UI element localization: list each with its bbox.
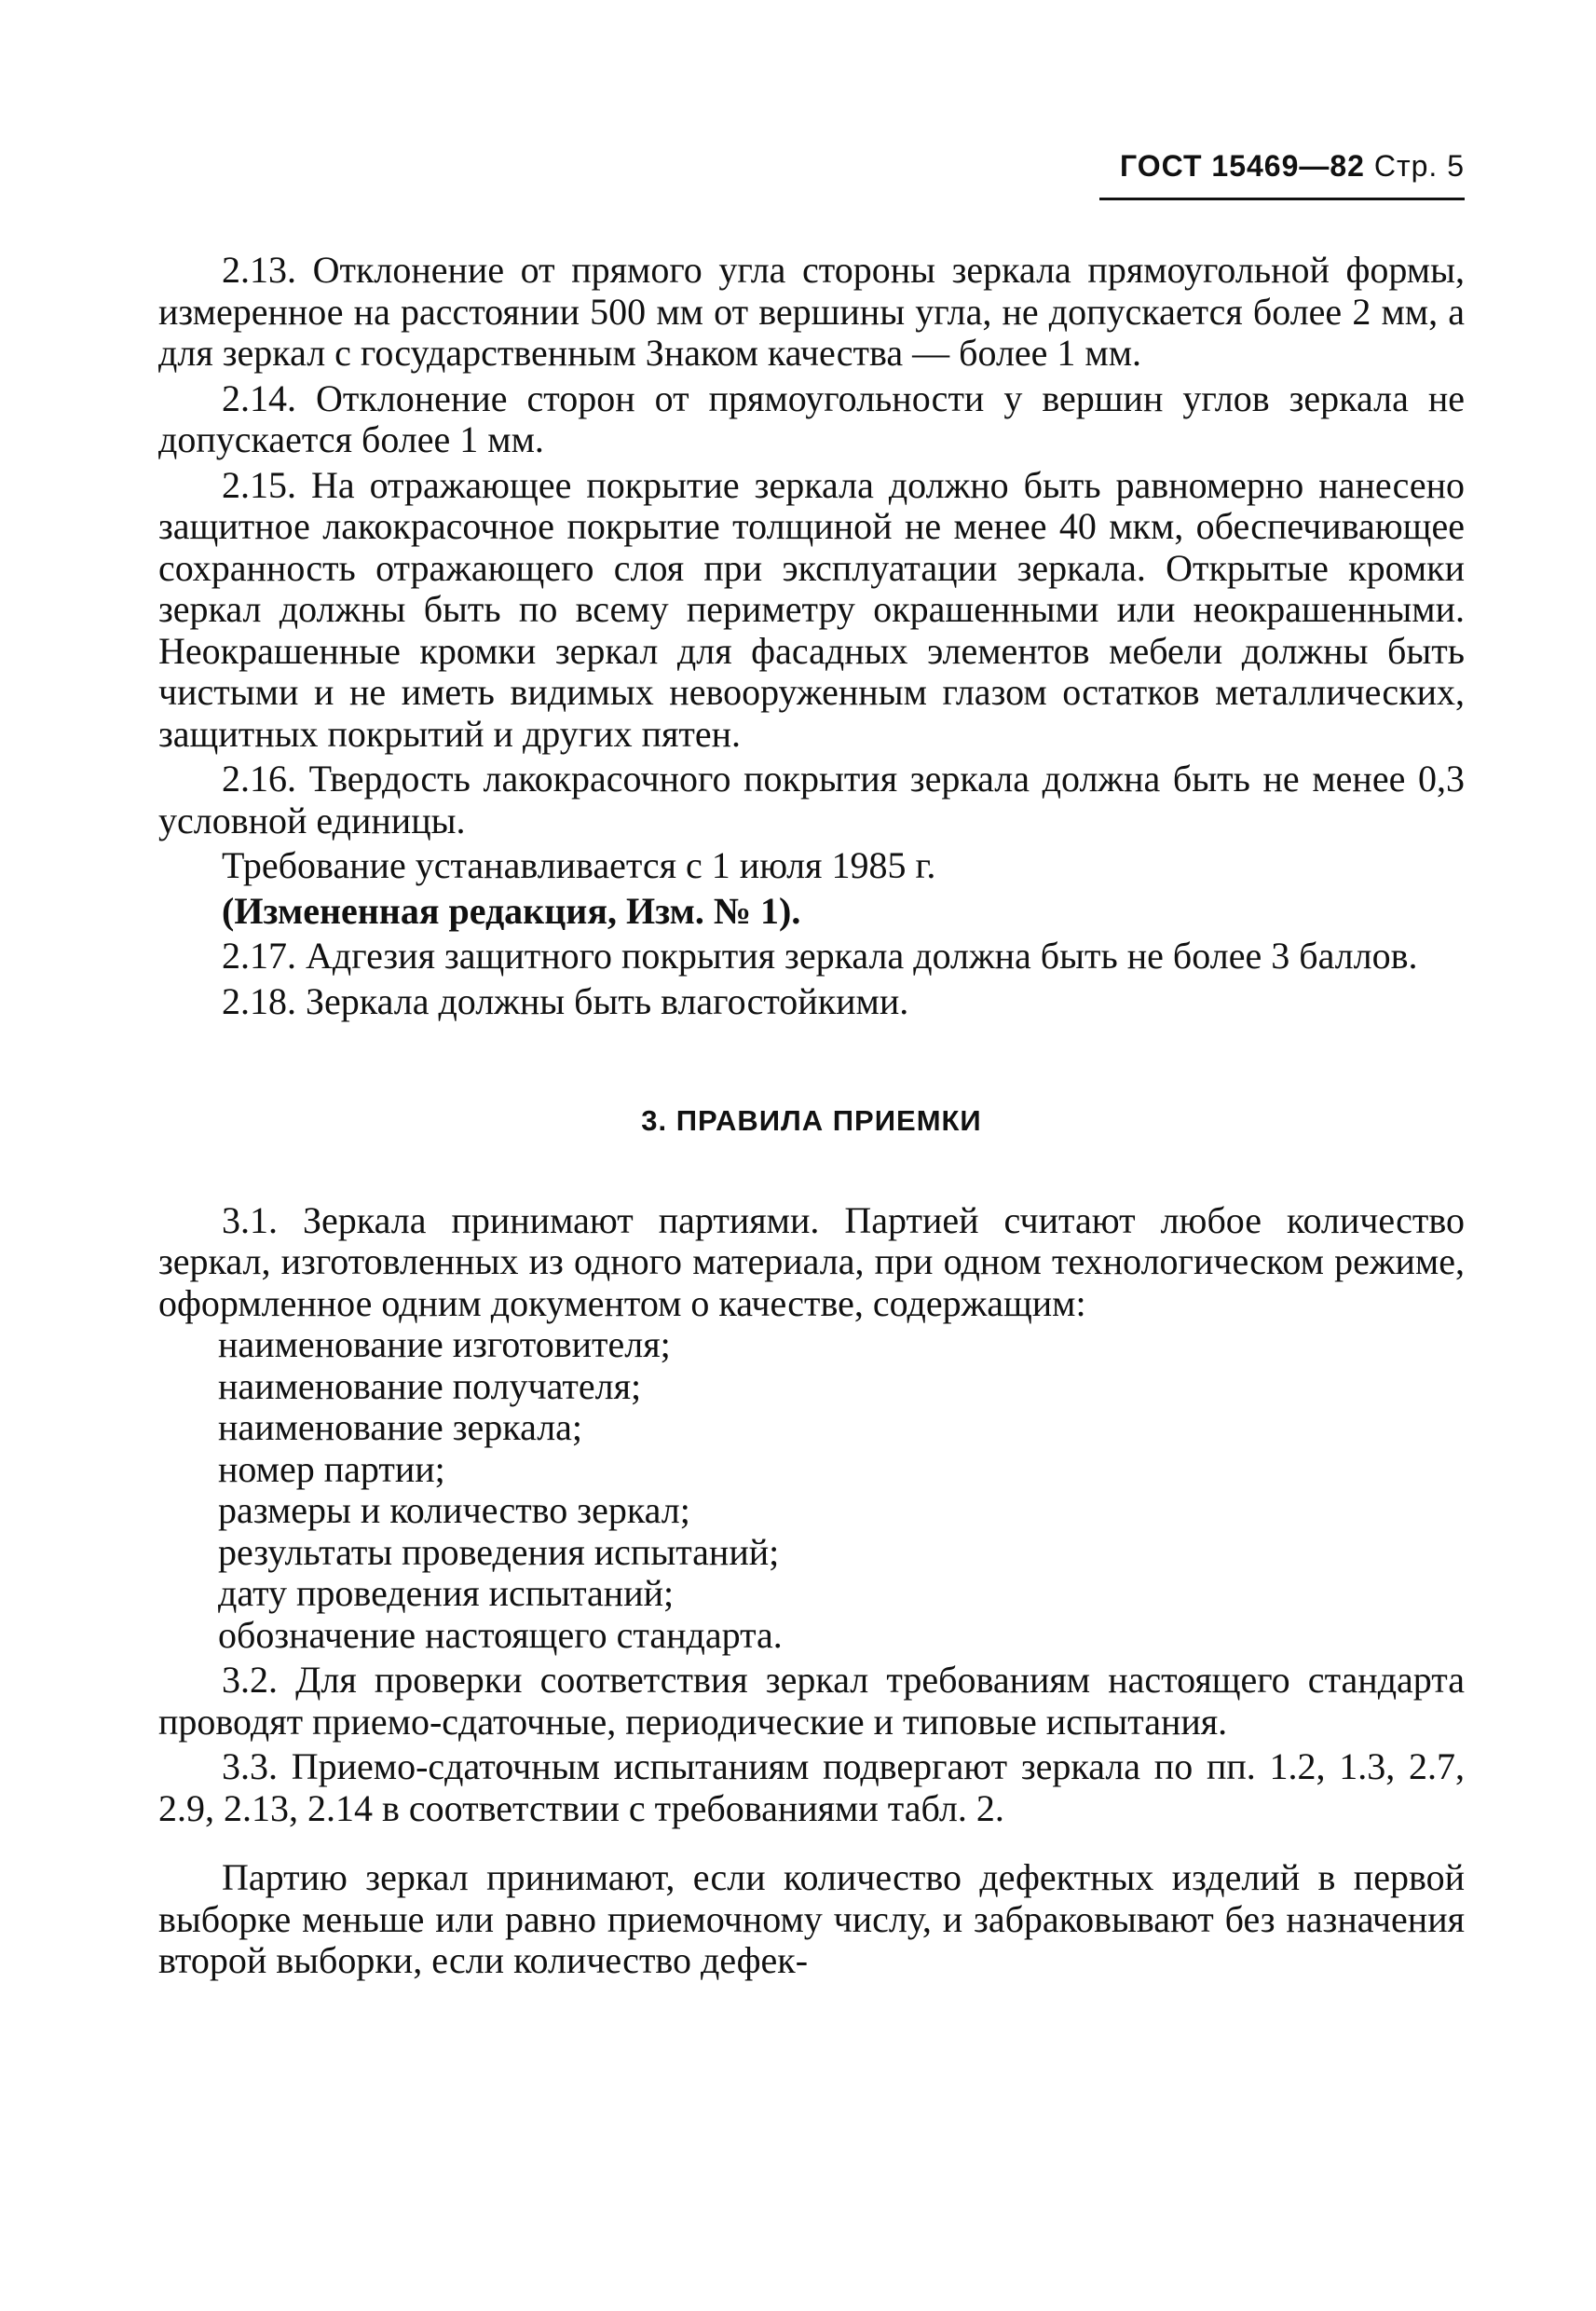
clause-3-1: 3.1. Зеркала принимают партиями. Партией считают любое количество зеркал, изготовленных из одного материала, при одном технологическом режиме, оформленное одним документом о качестве, содержащим: [158,1198,1465,1324]
list-item: номер партии; [218,1447,445,1490]
header-rule [1099,198,1465,200]
clause-2-17: 2.17. Адгезия защитного покрытия зеркала должна быть не более 3 баллов. [222,935,1418,977]
list-item: наименование зеркала; [218,1406,583,1448]
list-item: обозначение настоящего стандарта. [218,1613,783,1656]
page-number: Стр. 5 [1373,149,1465,183]
quality-document-contents-list [158,1324,1465,1656]
clause-2-14: 2.14. Отклонение сторон от прямоугольности у вершин углов зеркала не допускается более 1 мм. [158,376,1465,460]
list-item: результаты проведения испытаний; [218,1530,780,1573]
requirement-date-note: Требование устанавливается с 1 июля 1985 г. [222,844,936,886]
amendment-note: (Измененная редакция, Изм. № 1). [222,889,801,932]
standard-number: ГОСТ 15469—82 [1120,149,1365,183]
clause-2-15: 2.15. На отражающее покрытие зеркала должно быть равномерно нанесено защитное лакокрасочное покрытие толщиной не менее 40 мкм, обеспечивающее сохранность отражающего слоя при эксплуатации зеркала. Открытые кромки зеркал должны быть по всему периметру окрашенными или неокрашенными. Неокрашенные кромки зеркал для фасадных элементов мебели должны быть чистыми и не иметь видимых невооруженным глазом остатков металлических, защитных покрытий и других пятен. [158,463,1465,755]
clause-2-16: 2.16. Твердость лакокрасочного покрытия зеркала должна быть не менее 0,3 условной единицы. [158,758,1465,841]
list-item: наименование получателя; [218,1364,642,1407]
running-header [1099,149,1465,184]
list-item: размеры и количество зеркал; [218,1489,690,1531]
document-body [158,250,1465,1982]
acceptance-paragraph: Партию зеркал принимают, если количество дефектных изделий в первой выборке меньше или равно приемочному числу, и забраковывают без назначения второй выборки, если количество дефек- [158,1856,1465,1981]
list-item: дату проведения испытаний; [218,1572,675,1614]
clause-2-18: 2.18. Зеркала должны быть влагостойкими. [222,979,909,1022]
section-heading: 3. ПРАВИЛА ПРИЕМКИ [641,1104,982,1137]
list-item: наименование изготовителя; [218,1323,671,1365]
clause-2-13: 2.13. Отклонение от прямого угла стороны зеркала прямоугольной формы, измеренное на расстоянии 500 мм от вершины угла, не допускается более 2 мм, а для зеркал с государственным Знаком качества — более 1 мм. [158,249,1465,374]
clause-3-2: 3.2. Для проверки соответствия зеркал требованиям настоящего стандарта проводят приемо-сдаточные, периодические и типовые испытания. [158,1659,1465,1743]
clause-3-3: 3.3. Приемо-сдаточным испытаниям подвергают зеркала по пп. 1.2, 1.3, 2.7, 2.9, 2.13, 2.14 в соответствии с требованиями табл. 2. [158,1745,1465,1829]
